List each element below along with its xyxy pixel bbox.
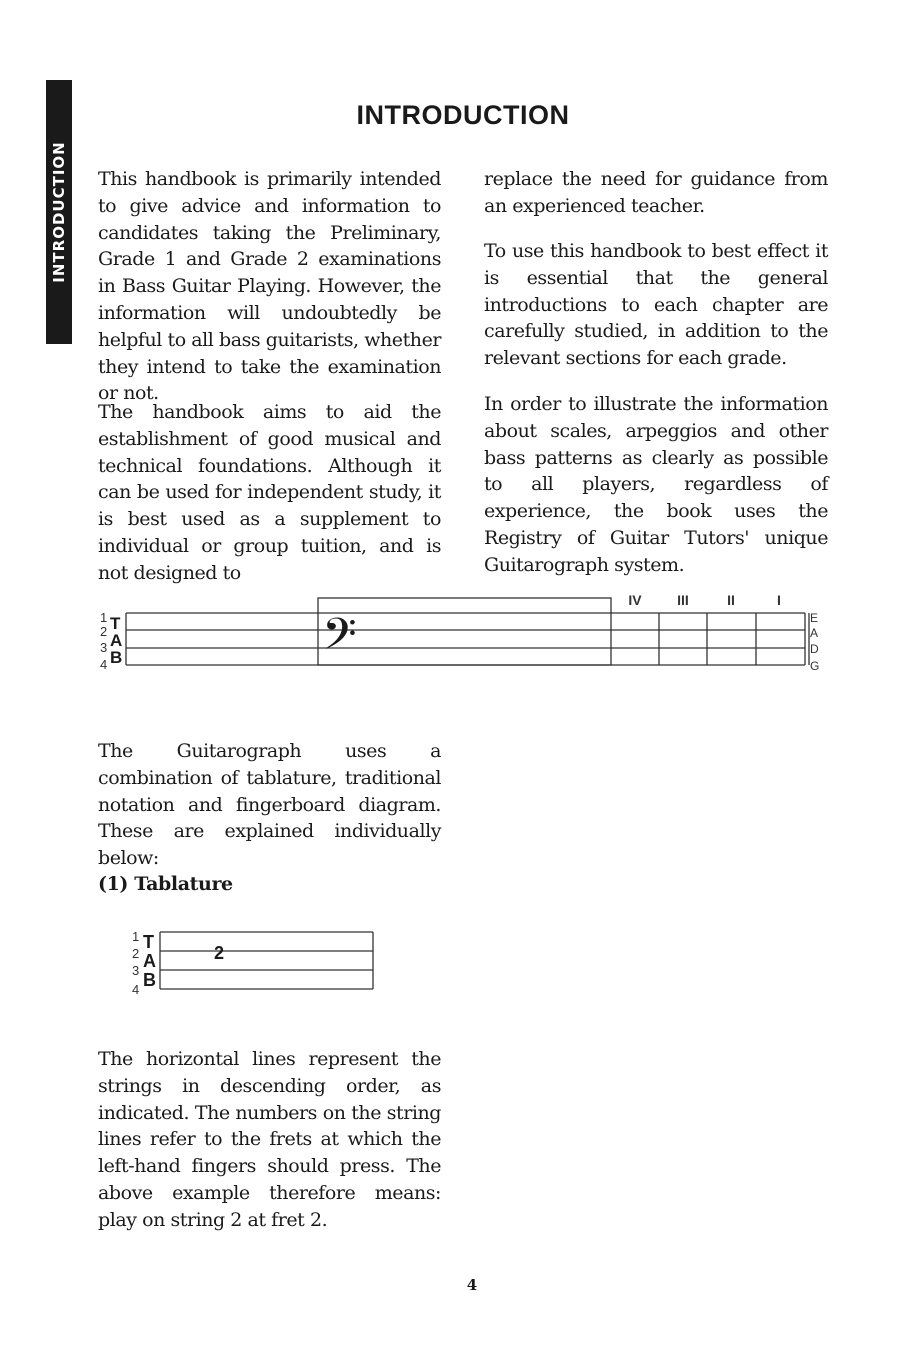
tablature-example-diagram (0, 922, 420, 1002)
position-numeral: III (677, 592, 689, 608)
string-number: 4 (100, 657, 108, 672)
tab-letter: B (143, 970, 156, 990)
guitarograph-paragraph: The Guitarograph uses a combination of tablature, traditional notation and fingerboard diagram. These are explained individually below: (98, 740, 441, 870)
string-number: 2 (132, 946, 140, 961)
intro-paragraph-1: This handbook is primarily intended to give advice and information to candidates taking the Preliminary, Grade 1 and Grade 2 examinations in Bass Guitar Playing. However, the information will undoubtedly be helpful to all bass guitarists, whether they intend to take the examination or not. (98, 168, 441, 405)
intro-paragraph-3: replace the need for guidance from an experienced teacher. (484, 168, 828, 217)
string-number: 1 (132, 929, 140, 944)
intro-paragraph-5: In order to illustrate the information about scales, arpeggios and other bass patterns as clearly as possible to all players, regardless of experience, the book uses the Registry of Guitar Tutors' unique Guitarograph system. (484, 393, 828, 576)
tab-letter: T (143, 932, 154, 952)
tab-letter: T (110, 614, 121, 633)
fret-number: 2 (214, 943, 225, 963)
page-title: INTRODUCTION (356, 100, 570, 130)
string-number: 3 (100, 640, 108, 655)
string-name: A (810, 626, 819, 640)
string-number: 1 (100, 610, 108, 625)
string-number: 4 (132, 982, 140, 997)
page-number: 4 (466, 1276, 478, 1294)
string-name: E (810, 611, 819, 625)
string-name: D (810, 642, 819, 656)
position-numeral: I (777, 592, 781, 608)
guitarograph-diagram (0, 585, 900, 680)
tablature-paragraph: The horizontal lines represent the strings in descending order, as indicated. The numbers on the string lines refer to the frets at which the left-hand fingers should press. The above example therefore means: play on string 2 at fret 2. (98, 1048, 441, 1231)
string-number: 2 (100, 624, 108, 639)
tab-letter: A (143, 951, 156, 971)
string-number: 3 (132, 963, 140, 978)
intro-paragraph-4: To use this handbook to best effect it is essential that the general introductions to each chapter are carefully studied, in addition to the relevant sections for each grade. (484, 240, 828, 370)
tab-letter: A (110, 631, 123, 650)
chapter-side-tab-label: INTRODUCTION (50, 141, 68, 283)
bass-clef-icon: 𝄢 (322, 608, 357, 671)
position-numeral: IV (628, 592, 642, 608)
position-numeral: II (727, 592, 735, 608)
intro-paragraph-2: The handbook aims to aid the establishment of good musical and technical foundations. Although it can be used for independent study, it is best used as a supplement to individual or group tuition, and is not designed to (98, 401, 441, 584)
tab-letter: B (110, 648, 123, 667)
string-name: G (810, 659, 820, 673)
section-heading-tablature: (1) Tablature (98, 873, 233, 895)
